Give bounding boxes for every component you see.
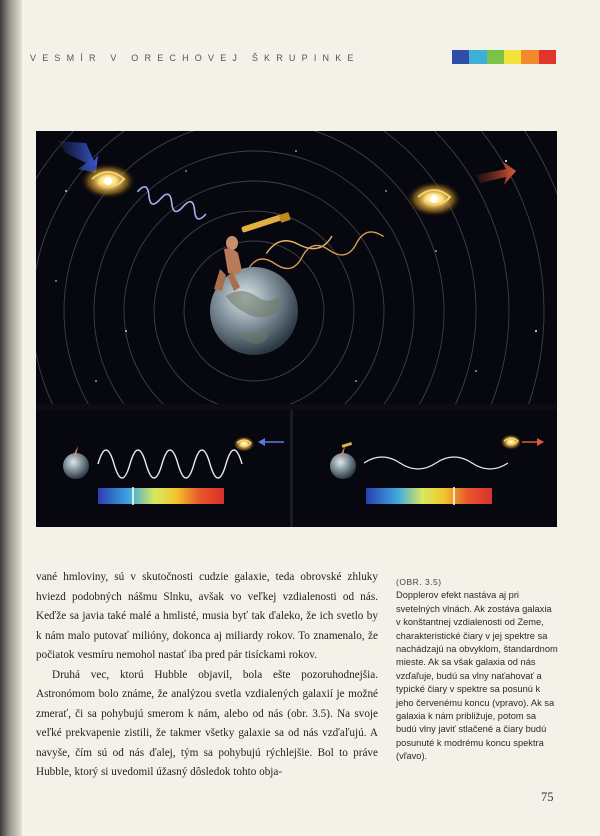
body-text-column xyxy=(36,568,378,783)
galaxy-icon xyxy=(80,163,136,199)
page-number: 75 xyxy=(541,790,554,804)
spectrum-swatch xyxy=(487,50,504,64)
caption-text: Dopplerov efekt nastáva aj pri svetelných vlnách. Ak zostáva galaxia v konštantnej vzdialenosti od Zeme, charakteristické čiary v jej spektre sa nachádzajú na obvyklom, štandardnom mieste. Ak sa však galaxia od nás vzďaľuje, budú sa vlny naťahovať a typické čiary v spektre sa posunú k jeho červenému koncu (vpravo). Ak sa galaxia k nám približuje, potom sa budú vlny javiť stlačené a čiary budú posunuté k modrému koncu spektra (vľavo). xyxy=(396,590,558,762)
spectrum-swatch xyxy=(539,50,556,64)
figure-reference: (OBR. 3.5) xyxy=(396,577,442,587)
doppler-illustration xyxy=(36,131,557,527)
figure-caption xyxy=(396,576,558,764)
spectrum-swatch xyxy=(521,50,538,64)
header-spectrum-bar xyxy=(452,50,556,64)
galaxy-icon xyxy=(500,434,522,450)
red-shifted-spectrum-bar xyxy=(366,488,492,504)
spectrum-swatch xyxy=(469,50,486,64)
blue-shifted-spectrum-bar xyxy=(98,488,224,504)
page-gutter-shadow xyxy=(0,0,22,836)
body-paragraph: vané hmloviny, sú v skutočnosti cudzie galaxie, teda obrovské zhluky hviezd podobných nášmu Slnku, avšak vo veľkej vzdialenosti od nás. Keďže sa javia také malé a hmlisté, musia byť tak ďaleko, že ich svetlo by k nám malo putovať milióny, dokonca aj miliardy rokov. To znamenalo, že počiatok vesmíru nemohol nastať iba pred pár tisíckami rokov. xyxy=(36,571,378,661)
body-paragraph: Druhá vec, ktorú Hubble objavil, bola ešte pozoruhodnejšia. Astronómom bolo známe, že analýzou svetla vzdialených galaxií je možné zmerať, či sa pohybujú smerom k nám, alebo od nás (obr. 3.5). Na svoje veľké prekvapenie zistili, že takmer všetky galaxie sa od nás vzďaľujú. A navyše, čím sú od nás ďalej, tým sa pohybujú rýchlejšie. Bol to práve Hubble, ktorý si uvedomil úžasný dôsledok tohto obja- xyxy=(36,668,378,778)
galaxy-icon xyxy=(233,436,255,452)
panel-divider xyxy=(36,404,557,410)
spectrum-swatch xyxy=(452,50,469,64)
doppler-figure xyxy=(36,131,557,527)
spectrum-swatch xyxy=(504,50,521,64)
panel-divider xyxy=(290,410,293,527)
running-title: VESMÍR V ORECHOVEJ ŠKRUPINKE xyxy=(30,53,360,63)
galaxy-icon xyxy=(406,181,462,217)
